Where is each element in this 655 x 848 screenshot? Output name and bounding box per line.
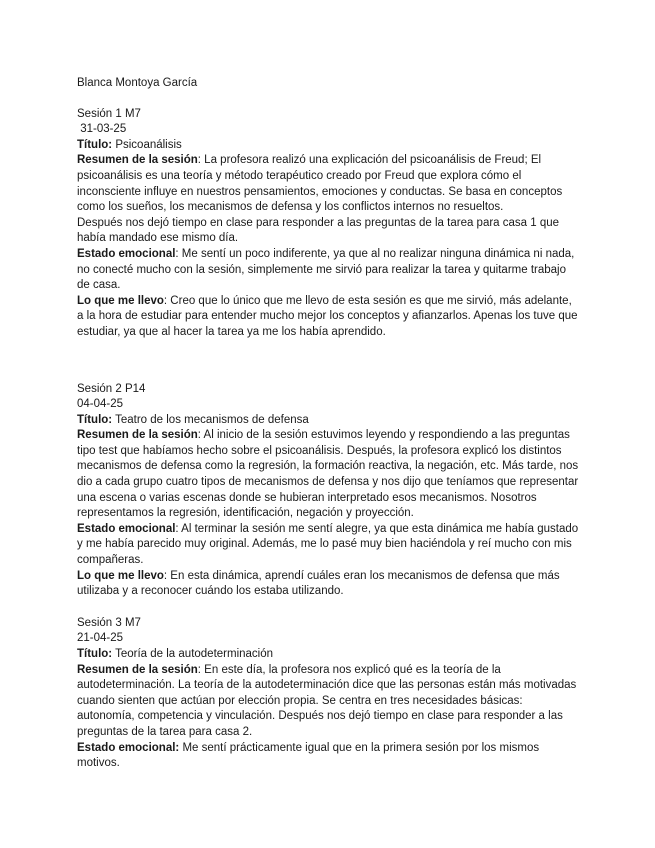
emotional-text: : Al terminar la sesión me sentí alegre, ya que esta dinámica me había gustado y me había parecido muy original. Además, me lo pasé muy bien haciéndola y reí mucho con mis compañeras.	[77, 522, 579, 567]
session-heading: Sesión 3 M7	[77, 616, 141, 629]
document-body	[77, 76, 579, 772]
title-label: Título:	[77, 648, 113, 660]
session-emotional	[77, 741, 579, 772]
emotional-text: Me sentí prácticamente igual que en la primera sesión por los mismos motivos.	[77, 741, 540, 770]
session-title	[77, 138, 579, 154]
summary-label: Resumen de la sesión	[77, 429, 198, 442]
title-label: Título:	[77, 138, 113, 151]
emotional-label: Estado emocional	[77, 247, 176, 260]
session-2	[77, 382, 579, 600]
takeaway-label: Lo que me llevo	[77, 294, 164, 307]
emotional-label: Estado emocional:	[77, 741, 180, 754]
summary-text: : En este día, la profesora nos explicó qué es la teoría de la autodeterminación. La teoría de la autodeterminación dice que las personas están más motivadas cuando sienten que actúan por elección propia. Se centra en tres necesidades básicas: autonomía, competencia y vinculación. Después nos dejó tiempo en clase para responder a las preguntas de la tarea para casa 2.	[77, 663, 577, 738]
session-summary	[77, 153, 579, 215]
takeaway-text: : Creo que lo único que me llevo de esta sesión es que me sirvió, más adelante, a la hora de estudiar para entender mucho mejor los conceptos y afianzarlos. Apenas los tuve que estudiar, ya que al hacer la tarea ya me los había aprendido.	[77, 294, 578, 338]
session-emotional	[77, 247, 579, 294]
session-summary	[77, 428, 579, 522]
takeaway-text: : En esta dinámica, aprendí cuáles eran los mecanismos de defensa que más utilizaba y a reconocer cuándo los estaba utilizando.	[77, 569, 560, 598]
summary-label: Resumen de la sesión	[77, 663, 198, 676]
takeaway-label: Lo que me llevo	[77, 569, 164, 582]
session-emotional	[77, 522, 579, 569]
session-date: 31-03-25	[77, 123, 127, 136]
session-date: 21-04-25	[77, 632, 124, 645]
spacer	[77, 341, 579, 382]
session-takeaway	[77, 294, 579, 341]
title-value: Psicoanálisis	[112, 138, 182, 151]
session-heading: Sesión 1 M7	[77, 107, 141, 120]
title-value: Teoría de la autodeterminación	[112, 648, 274, 660]
session-3	[77, 616, 579, 772]
session-title	[77, 413, 579, 429]
summary-label: Resumen de la sesión	[77, 154, 198, 167]
session-takeaway	[77, 569, 579, 600]
session-heading: Sesión 2 P14	[77, 382, 146, 395]
summary-text: : La profesora realizó una explicación del psicoanálisis de Freud; El psicoanálisis es una teoría y método terapéutico creado por Freud que explora cómo el inconsciente influye en nuestros pensamientos, emociones y conductas. Se basa en conceptos como los sueños, los mecanismos de defensa y los conflictos internos no resueltos.	[77, 154, 563, 214]
session-date: 04-04-25	[77, 398, 124, 411]
title-label: Título:	[77, 413, 113, 426]
emotional-label: Estado emocional	[77, 522, 176, 535]
title-value: Teatro de los mecanismos de defensa	[112, 413, 309, 426]
spacer	[77, 600, 579, 616]
summary-text: : Al inicio de la sesión estuvimos leyendo y respondiendo a las preguntas tipo test que habíamos hecho sobre el psicoanálisis. Después, la profesora explicó los distintos mecanismos de defensa como la regresión, la formación reactiva, la negación, etc. Más tarde, nos dio a cada grupo cuatro tipos de mecanismos de defensa y nos dijo que teníamos que representar una escena o varias escenas donde se hubieran interpretado esos mecanismos. Nosotros representamos la regresión, identificación, negación y proyección.	[77, 429, 579, 520]
emotional-text: : Me sentí un poco indiferente, ya que al no realizar ninguna dinámica ni nada, no conecté mucho con la sesión, simplemente me sirvió para realizar la tarea y quitarme trabajo de casa.	[77, 247, 575, 292]
session-1	[77, 107, 579, 341]
session-summary	[77, 663, 579, 741]
session-title	[77, 647, 579, 663]
session-summary-extra: Después nos dejó tiempo en clase para responder a las preguntas de la tarea para casa 1 que había mandado ese mismo día.	[77, 216, 560, 245]
author-name: Blanca Montoya García	[77, 77, 198, 89]
